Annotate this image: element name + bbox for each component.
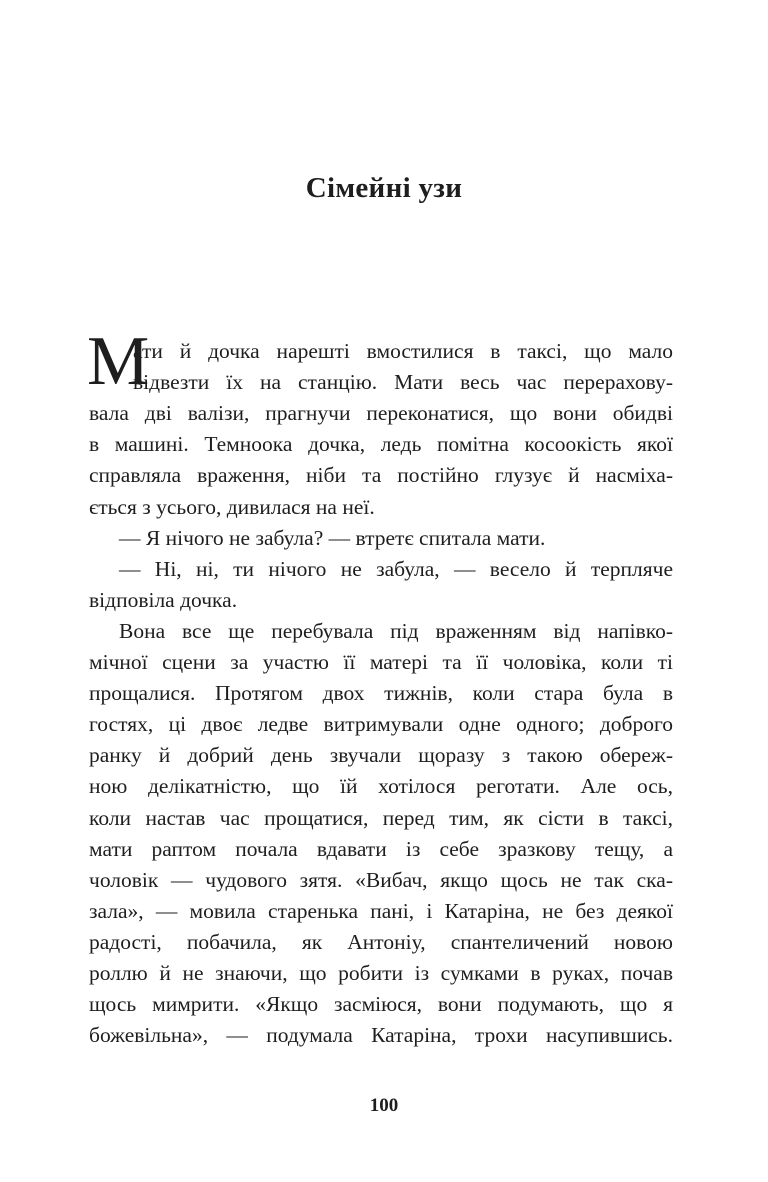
drop-cap: М xyxy=(87,323,150,400)
text-line: мати раптом почала вдавати із себе зразкову тещу, а xyxy=(89,836,673,861)
text-line: відповіла дочка. xyxy=(89,587,238,612)
chapter-title: Сімейні узи xyxy=(305,172,463,204)
text-line: мічної сцени за участю її матері та її чоловіка, коли ті xyxy=(89,650,673,674)
text-line: справляла враження, ніби та постійно глузує й насміха- xyxy=(89,463,673,488)
text-line: вала дві валізи, прагнучи переконатися, що вони обидві xyxy=(89,401,673,426)
text-line: ранку й добрий день звучали щоразу з такою обереж- xyxy=(89,743,673,768)
text-line: ати й дочка нарешті вмостилися в таксі, що мало xyxy=(133,339,673,363)
text-line: — Ні, ні, ти нічого не забула, — весело й терпляче xyxy=(119,556,673,581)
text-line: чоловік — чудового зятя. «Вибач, якщо щось не так ска- xyxy=(89,867,673,892)
text-line: зала», — мовила старенька пані, і Катаріна, не без деякої xyxy=(89,898,673,923)
page-number: 100 xyxy=(369,1095,399,1116)
text-line: в машині. Темноока дочка, ледь помітна косоокість якої xyxy=(89,432,673,457)
text-line: божевільна», — подумала Катаріна, трохи насупившись. xyxy=(89,1023,673,1048)
text-line: ною делікатністю, що їй хотілося реготати. Але ось, xyxy=(89,774,673,799)
text-line: радості, побачила, як Антоніу, спантеличений новою xyxy=(89,929,673,954)
text-line: щось мимрити. «Якщо засміюся, вони подумають, що я xyxy=(89,992,673,1017)
text-line: — Я нічого не забула? — втретє спитала мати. xyxy=(119,525,546,550)
text-line: гостях, ці двоє ледве витримували одне одного; доброго xyxy=(89,712,673,737)
text-line: Вона все ще перебувала під враженням від напівко- xyxy=(119,618,673,643)
text-line: ється з усього, дивилася на неї. xyxy=(89,494,375,519)
text-line: прощалися. Протягом двох тижнів, коли стара була в xyxy=(89,681,673,706)
text-line: роллю й не знаючи, що робити із сумками в руках, почав xyxy=(89,961,673,985)
text-line: відвезти їх на станцію. Мати весь час перерахову- xyxy=(133,370,673,395)
text-line: коли настав час прощатися, перед тим, як сісти в таксі, xyxy=(89,805,673,830)
